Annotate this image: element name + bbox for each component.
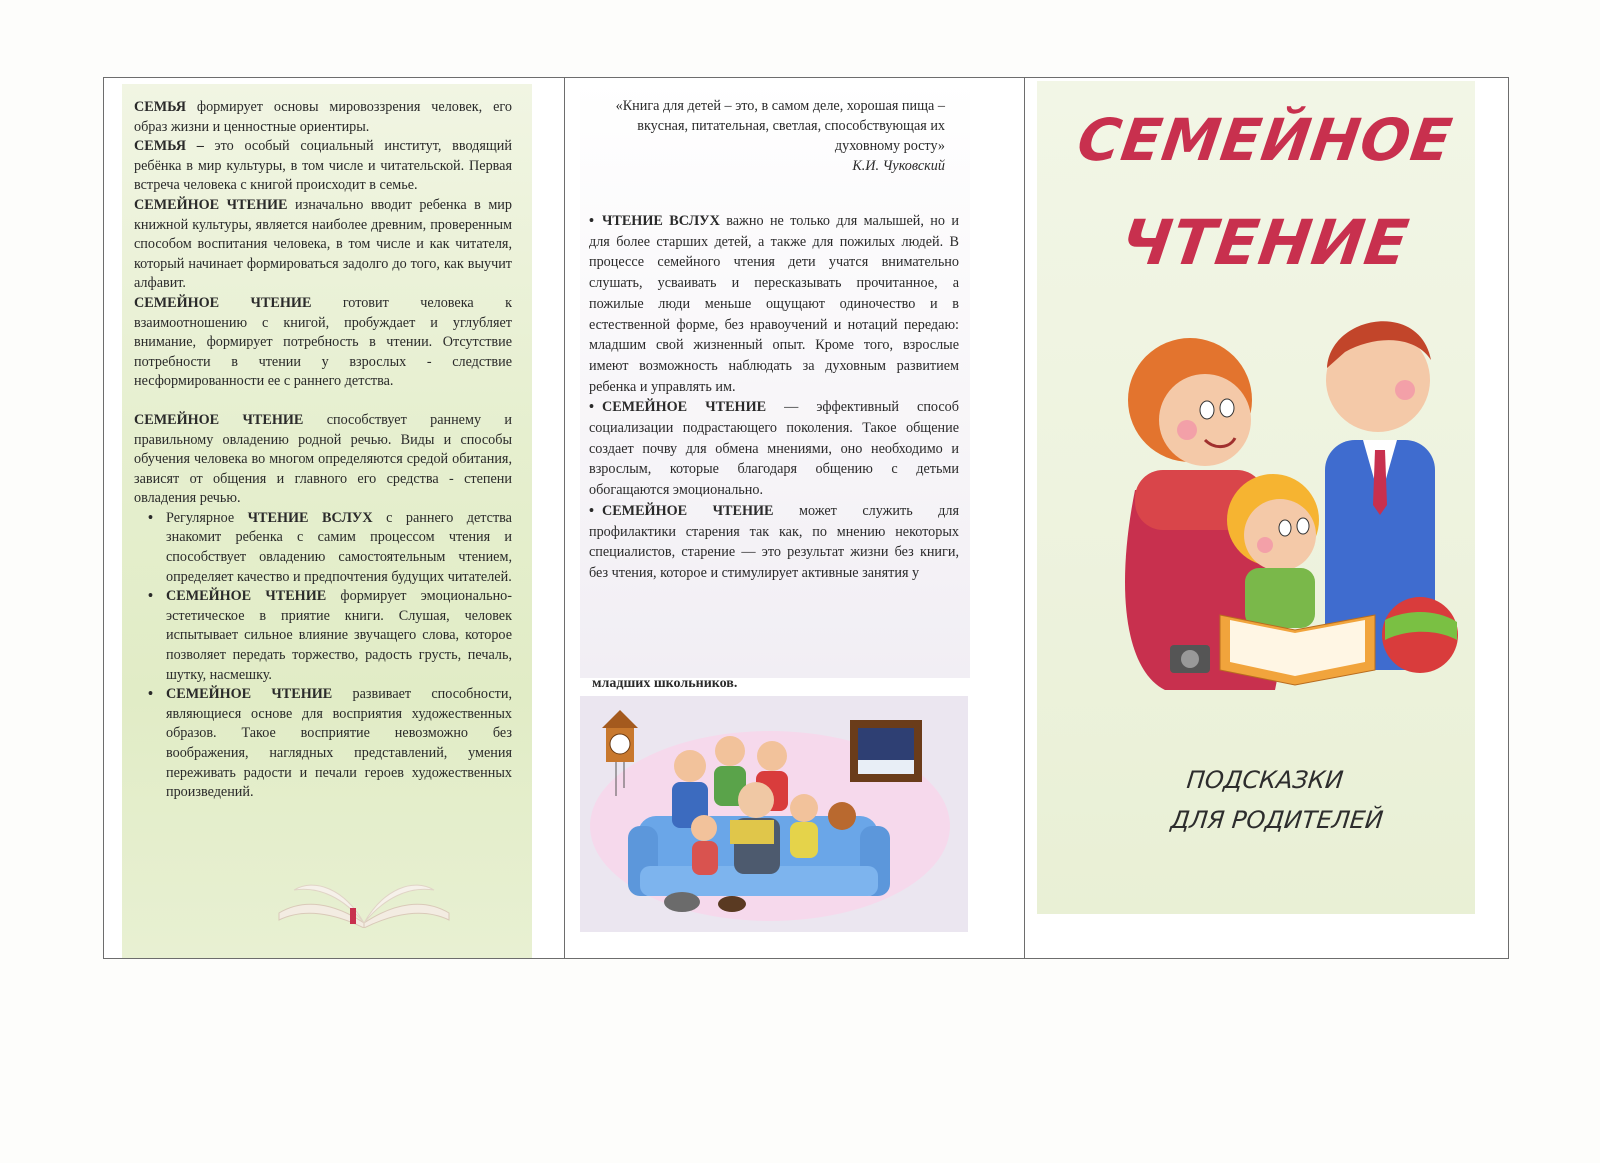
bullet-icon: •	[589, 213, 594, 229]
paragraph-text: это особый социальный институт, вводящий ребёнка в мир культуры, в том числе и читательской. Первая встреча человека с книгой происходит в семье.	[134, 138, 512, 194]
family-on-sofa-image	[580, 696, 968, 932]
quote-author: К.И. Чуковский	[852, 158, 945, 174]
bullet-icon: •	[589, 399, 594, 416]
bold-term: СЕМЕЙНОЕ ЧТЕНИЕ	[134, 196, 288, 213]
family-reading-cover-illustration	[1075, 290, 1465, 710]
brochure-sheet	[103, 77, 1509, 959]
list-item-text: может служить для профилактики старения так как, по мнению некоторых специалистов, старение — это результат жизни без книги, без чтения, которое и стимулирует активные занятия у	[589, 502, 959, 581]
bold-term: ЧТЕНИЕ ВСЛУХ	[247, 509, 373, 526]
list-item-text: Регулярное	[166, 509, 248, 526]
list-item-text: с раннего детства знакомит ребенка с самим процессом чтения и способствует овладению самостоятельным чтением, определяет качество и предпочтения будущих читателей.	[166, 509, 512, 585]
family-reading-illustration	[580, 696, 968, 932]
panel-left-text	[134, 98, 512, 803]
paragraph-text: готовит человека к взаимоотношению с книгой, пробуждает и углубляет внимание, формирует потребность в чтении. Отсутствие потребности в чтении у взрослых - следствие несформированности ее с раннего детства.	[134, 294, 512, 390]
open-book-illustration	[274, 868, 454, 928]
list-item	[589, 397, 959, 501]
quote-text: «Книга для детей – это, в самом деле, хорошая пища – вкусная, питательная, светлая, способствующая их духовному росту»	[615, 98, 945, 154]
list-item-text: развивает способности, являющиеся основе для восприятия художественных образов. Такое восприятие невозможно без воображения, наглядных представлений, умения переживать радости и печали героев художественных произведений.	[166, 686, 512, 801]
list-item	[148, 509, 512, 587]
panel-cover	[1025, 78, 1508, 958]
paragraph	[134, 137, 512, 196]
bold-term: СЕМЕЙНОЕ ЧТЕНИЕ	[166, 588, 327, 605]
cover-title-line1: СЕМЕЙНОЕ	[1073, 106, 1457, 174]
list-item	[589, 501, 959, 584]
paragraph-text: способствует раннему и правильному овладению родной речью. Виды и способы обучения человека во многом определяются средой обитания, зависят от общения и главного его средства - степени овладения речью.	[134, 411, 512, 507]
bullet-list	[134, 509, 512, 803]
paragraph-text: формирует основы мировоззрения человек, его образ жизни и ценностные ориентиры.	[134, 99, 512, 135]
list-item	[589, 211, 959, 397]
paragraph	[134, 411, 512, 509]
list-item-text: — эффективный способ социализации подрастающего поколения. Такое общение создает почву для обмена мнениями, оно необходимо и взрослым, которые благодаря общению с детьми обогащаются эмоционально.	[589, 399, 959, 499]
list-item-text: формирует эмоционально-эстетическое в приятие книги. Слушая, человек испытывает сильное влияние звучащего слова, которое позволяет передать торжество, радость грусть, печаль, шутку, насмешку.	[166, 588, 512, 683]
bold-term: СЕМЕЙНОЕ ЧТЕНИЕ	[134, 411, 304, 428]
bold-term: СЕМЕЙНОЕ ЧТЕНИЕ	[134, 294, 312, 311]
bold-term: СЕМЕЙНОЕ ЧТЕНИЕ	[601, 502, 774, 519]
bold-term: СЕМЬЯ –	[134, 138, 204, 155]
list-item	[148, 587, 512, 685]
bold-term: СЕМЕЙНОЕ ЧТЕНИЕ	[601, 399, 767, 416]
paragraph	[134, 98, 512, 137]
panel-left	[104, 78, 565, 958]
paragraph	[134, 196, 512, 294]
cover-subtitle-line1: ПОДСКАЗКИ	[1185, 766, 1345, 794]
bullet-icon: •	[589, 502, 594, 519]
quote-block	[595, 96, 945, 176]
panel-middle	[565, 78, 1025, 958]
list-item	[148, 685, 512, 803]
paragraph-text: изначально вводит ребенка в мир книжной культуры, является наиболее древним, проверенным способом воспитания человека, в том числе и как читателя, который начинает формироваться задолго до того, как выучит алфавит.	[134, 196, 512, 292]
cover-subtitle-line2: ДЛЯ РОДИТЕЛЕЙ	[1169, 806, 1385, 834]
panel-middle-text	[589, 211, 959, 584]
paragraph	[134, 294, 512, 392]
cover-title-line2: ЧТЕНИЕ	[1116, 206, 1414, 279]
bold-term: ЧТЕНИЕ ВСЛУХ	[601, 213, 720, 229]
bold-term: СЕМЬЯ	[134, 99, 186, 115]
bold-term: СЕМЕЙНОЕ ЧТЕНИЕ	[166, 686, 333, 703]
closing-line: младших школьников.	[592, 676, 738, 691]
list-item-text: важно не только для малышей, но и для более старших детей, а также для пожилых людей. В процессе семейного чтения дети учатся внимательно слушать, усваивать и пересказывать прочитанное, а пожилые люди меньше ощущают одиночество и в естественной форме, без нравоучений и нотаций передаю: младшим свой жизненный опыт. Кроме того, взрослые имеют возможность наблюдать за духовным развитием ребенка и управлять им.	[589, 213, 959, 395]
